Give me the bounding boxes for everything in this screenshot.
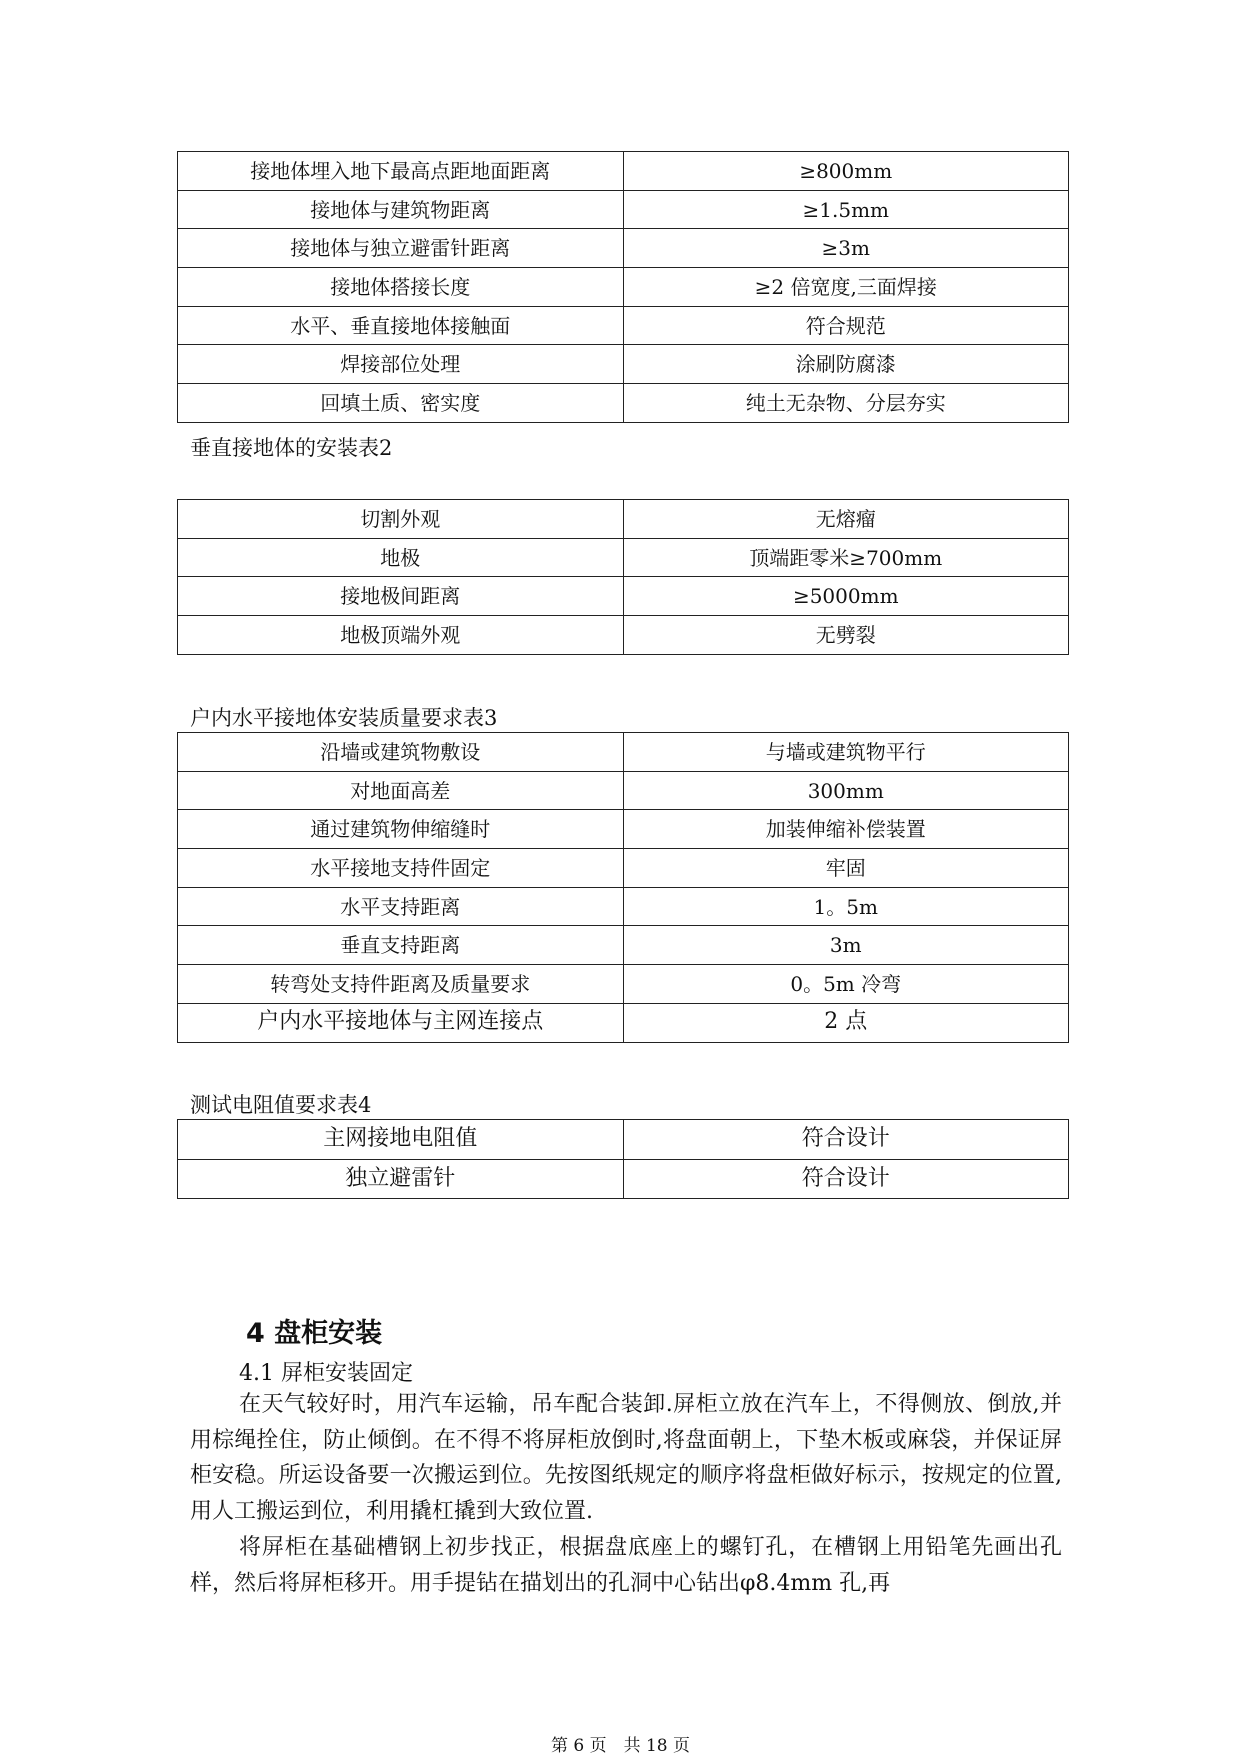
table-cell-item: 地极顶端外观 bbox=[178, 616, 624, 655]
table-cell-item: 接地体搭接长度 bbox=[178, 268, 624, 307]
body-paragraph: 在天气较好时，用汽车运输，吊车配合装卸.屏柜立放在汽车上，不得侧放、倒放,并用棕绳拴住，防止倾倒。在不得不将屏柜放倒时,将盘面朝上，下垫木板或麻袋，并保证屏柜安稳。所运设备要一次搬运到位。先按图纸规定的顺序将盘柜做好标示，按规定的位置,用人工搬运到位，利用撬杠撬到大致位置. bbox=[190, 1392, 1062, 1524]
table-row bbox=[178, 190, 1069, 229]
table-cell-item: 水平接地支持件固定 bbox=[178, 849, 624, 888]
table-cell-item: 转弯处支持件距离及质量要求 bbox=[178, 965, 624, 1004]
table-cell-value: 1。5m bbox=[623, 887, 1069, 926]
table-row bbox=[178, 538, 1069, 577]
table-row bbox=[178, 577, 1069, 616]
table-row bbox=[178, 500, 1069, 539]
table-2-caption: 垂直接地体的安装表2 bbox=[190, 436, 393, 460]
table-cell-item: 回填土质、密实度 bbox=[178, 384, 624, 423]
table-row bbox=[178, 306, 1069, 345]
table-cell-item: 接地极间距离 bbox=[178, 577, 624, 616]
table-3-caption: 户内水平接地体安装质量要求表3 bbox=[190, 706, 498, 730]
table-row bbox=[178, 849, 1069, 888]
table-row bbox=[178, 771, 1069, 810]
table-cell-item: 地极 bbox=[178, 538, 624, 577]
table-row bbox=[178, 384, 1069, 423]
table-cell-value: 无劈裂 bbox=[623, 616, 1069, 655]
table-cell-item: 户内水平接地体与主网连接点 bbox=[178, 1003, 624, 1042]
subsection-heading: 4.1 屏柜安装固定 bbox=[239, 1361, 413, 1386]
table-cell-value: 涂刷防腐漆 bbox=[623, 345, 1069, 384]
table-cell-item: 水平、垂直接地体接触面 bbox=[178, 306, 624, 345]
table-cell-value: 0。5m 冷弯 bbox=[623, 965, 1069, 1004]
table-cell-item: 沿墙或建筑物敷设 bbox=[178, 733, 624, 772]
table-row bbox=[178, 733, 1069, 772]
table-cell-value: 牢固 bbox=[623, 849, 1069, 888]
body-paragraph: 将屏柜在基础槽钢上初步找正，根据盘底座上的螺钉孔，在槽钢上用铅笔先画出孔样，然后将屏柜移开。用手提钻在描划出的孔洞中心钻出φ8.4mm 孔,再 bbox=[190, 1535, 1062, 1596]
table-row bbox=[178, 1003, 1069, 1042]
table-cell-item: 水平支持距离 bbox=[178, 887, 624, 926]
table-row bbox=[178, 152, 1069, 191]
table-cell-value: 顶端距零米≥700mm bbox=[623, 538, 1069, 577]
table-cell-item: 垂直支持距离 bbox=[178, 926, 624, 965]
table-3 bbox=[177, 732, 1069, 1043]
table-cell-item: 接地体与建筑物距离 bbox=[178, 190, 624, 229]
table-cell-item: 切割外观 bbox=[178, 500, 624, 539]
table-cell-value: 加装伸缩补偿装置 bbox=[623, 810, 1069, 849]
table-row bbox=[178, 926, 1069, 965]
table-2 bbox=[177, 499, 1069, 655]
table-cell-value: ≥5000mm bbox=[623, 577, 1069, 616]
table-cell-value: 符合设计 bbox=[623, 1159, 1069, 1199]
table-cell-item: 主网接地电阻值 bbox=[178, 1120, 624, 1160]
table-4 bbox=[177, 1119, 1069, 1199]
table-cell-value: 与墙或建筑物平行 bbox=[623, 733, 1069, 772]
table-4-caption: 测试电阻值要求表4 bbox=[190, 1093, 372, 1117]
table-cell-item: 接地体埋入地下最高点距地面距离 bbox=[178, 152, 624, 191]
table-row bbox=[178, 1120, 1069, 1160]
table-cell-value: 符合设计 bbox=[623, 1120, 1069, 1160]
table-cell-value: 无熔瘤 bbox=[623, 500, 1069, 539]
table-row bbox=[178, 268, 1069, 307]
table-cell-value: ≥3m bbox=[623, 229, 1069, 268]
table-row bbox=[178, 345, 1069, 384]
table-row bbox=[178, 229, 1069, 268]
page-footer: 第 6 页 共 18 页 bbox=[550, 1736, 691, 1756]
table-cell-value: 纯土无杂物、分层夯实 bbox=[623, 384, 1069, 423]
table-row bbox=[178, 810, 1069, 849]
table-row bbox=[178, 616, 1069, 655]
table-cell-value: ≥800mm bbox=[623, 152, 1069, 191]
table-row bbox=[178, 965, 1069, 1004]
table-cell-value: 2 点 bbox=[623, 1003, 1069, 1042]
table-cell-item: 独立避雷针 bbox=[178, 1159, 624, 1199]
table-cell-item: 焊接部位处理 bbox=[178, 345, 624, 384]
table-cell-value: ≥1.5mm bbox=[623, 190, 1069, 229]
table-cell-item: 接地体与独立避雷针距离 bbox=[178, 229, 624, 268]
table-cell-value: 3m bbox=[623, 926, 1069, 965]
table-1 bbox=[177, 151, 1069, 423]
table-cell-item: 对地面高差 bbox=[178, 771, 624, 810]
table-cell-value: 300mm bbox=[623, 771, 1069, 810]
section-heading: 4 盘柜安装 bbox=[246, 1318, 383, 1349]
table-cell-value: 符合规范 bbox=[623, 306, 1069, 345]
table-row bbox=[178, 887, 1069, 926]
table-cell-value: ≥2 倍宽度,三面焊接 bbox=[623, 268, 1069, 307]
table-cell-item: 通过建筑物伸缩缝时 bbox=[178, 810, 624, 849]
table-row bbox=[178, 1159, 1069, 1199]
